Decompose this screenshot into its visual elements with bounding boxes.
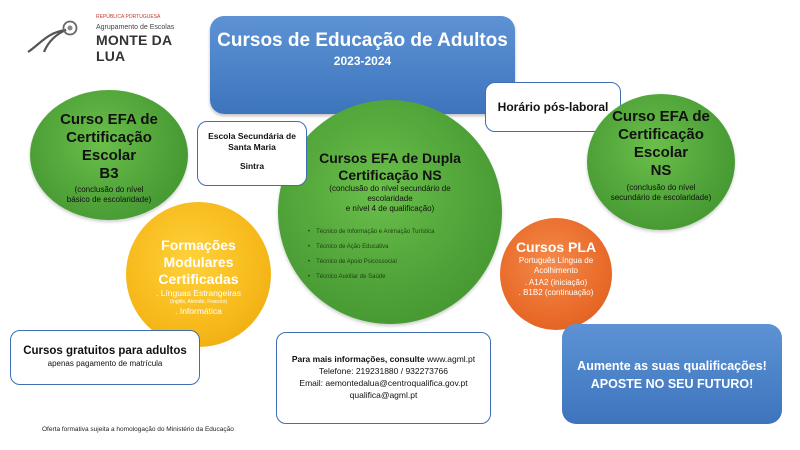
free-courses-sub: apenas pagamento de matrícula (47, 359, 163, 368)
dupla-certificacao-circle (278, 100, 502, 324)
cta-line-1: Aumente as suas qualificações! (577, 359, 767, 373)
efa-b3-sub-2: básico de escolaridade) (66, 195, 152, 204)
title-banner (210, 16, 515, 114)
efa-ns-sub-1: (conclusão do nível (626, 183, 696, 192)
efa-ns-circle (587, 94, 735, 230)
efa-b3-circle (30, 90, 188, 220)
efa-b3-title-1: Curso EFA de (60, 111, 158, 128)
republic-label: REPÚBLICA PORTUGUESA (96, 14, 161, 20)
dupla-title-1: Cursos EFA de Dupla (319, 150, 461, 166)
pla-sub-3: . A1A2 (iniciação) (524, 278, 588, 287)
modulares-sub-1: . Línguas Estrangeiras (155, 288, 242, 298)
pla-circle (500, 218, 612, 330)
contact-phone: Telefone: 219231880 / 932273766 (318, 366, 449, 376)
logo-line1: Agrupamento de Escolas (96, 24, 175, 31)
efa-ns-title-1: Curso EFA de (612, 108, 710, 125)
school-line-1: Escola Secundária de (208, 131, 296, 141)
modulares-title-1: Formações (161, 237, 236, 253)
free-courses-box (10, 330, 200, 385)
pla-sub-2: Acolhimento (533, 266, 579, 275)
efa-ns-title-2: Certificação (618, 126, 704, 143)
modulares-circle (126, 202, 271, 347)
school-year: 2023-2024 (333, 54, 392, 68)
list-item: • Técnico de Informação e Animação Turística (308, 229, 435, 235)
modulares-title-3: Certificadas (158, 271, 239, 287)
modulares-title-2: Modulares (163, 254, 234, 270)
efa-ns-sub-2: secundário de escolaridade) (610, 193, 712, 202)
cta-banner (562, 324, 782, 424)
modulares-sub-3: . Informática (175, 306, 222, 316)
dupla-title-2: Certificação NS (338, 167, 442, 183)
efa-ns-title-3: Escolar (633, 144, 689, 161)
moon-logo-icon (26, 18, 94, 54)
list-item: • Técnico Auxiliar de Saúde (308, 274, 435, 280)
pla-sub-4: . B1B2 (continuação) (518, 288, 594, 297)
dupla-sub-2: escolaridade (367, 194, 413, 203)
schedule-label: Horário pós-laboral (497, 100, 609, 114)
contact-website[interactable]: www.agml.pt (424, 354, 476, 364)
efa-ns-title-4: NS (650, 162, 672, 179)
list-item: • Técnico de Ação Educativa (308, 244, 435, 250)
pla-title: Cursos PLA (515, 239, 597, 255)
free-courses-title: Cursos gratuitos para adultos (23, 345, 187, 357)
modulares-sub-2: (Inglês, Alemão, Francês) (170, 299, 227, 305)
contact-box (276, 332, 491, 424)
efa-b3-title-2: Certificação (66, 129, 152, 146)
efa-b3-title-3: Escolar (81, 147, 137, 164)
school-logo (26, 14, 196, 64)
dupla-sub-3: e nível 4 de qualificação) (345, 204, 435, 213)
efa-b3-title-4: B3 (99, 165, 119, 182)
school-line-3: Sintra (239, 161, 265, 171)
contact-email-2[interactable]: qualifica@agml.pt (349, 390, 418, 400)
school-box (197, 121, 307, 186)
contact-label: Para mais informações, consulte (291, 354, 425, 364)
footer-note: Oferta formativa sujeita a homologação do Ministério da Educação (42, 426, 234, 433)
school-line-2: Santa Maria (228, 142, 276, 152)
dupla-sub-1: (conclusão do nível secundário de (329, 184, 451, 193)
pla-sub-1: Português Língua de (518, 256, 594, 265)
course-list (308, 229, 435, 289)
contact-email-1[interactable]: Email: aemontedalua@centroqualifica.gov.pt (299, 378, 468, 388)
list-item: • Técnico de Apoio Psicossocial (308, 259, 435, 265)
efa-b3-sub-1: (conclusão do nível (74, 185, 144, 194)
page-title: Cursos de Educação de Adultos (217, 30, 508, 51)
logo-brand: MONTE DA LUA (96, 32, 172, 64)
cta-line-2: APOSTE NO SEU FUTURO! (590, 377, 754, 391)
